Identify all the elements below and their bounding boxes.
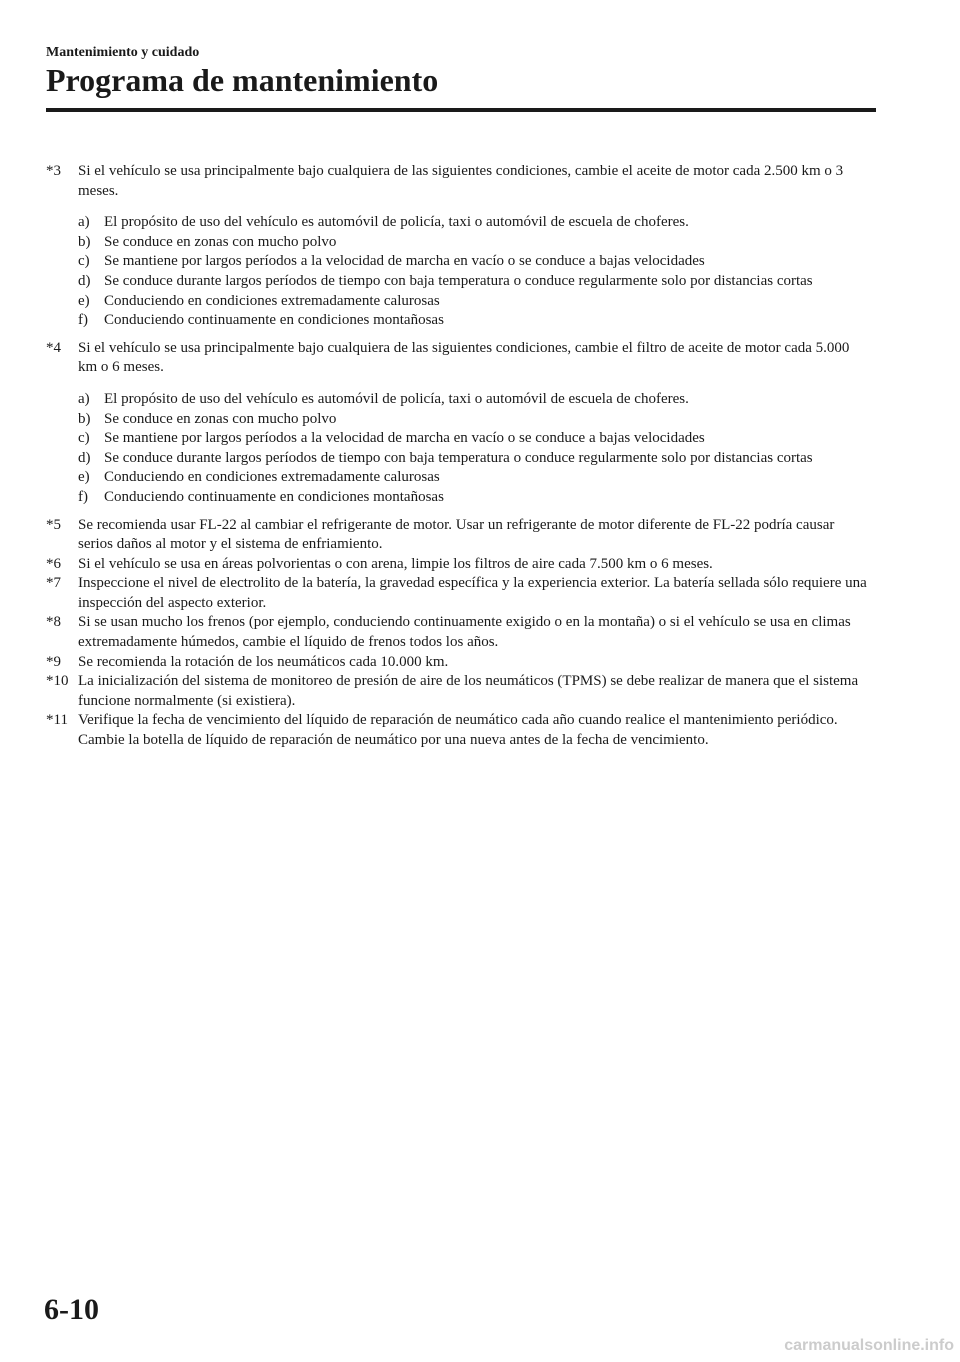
footnote-list bbox=[46, 516, 872, 751]
list-item bbox=[78, 272, 872, 292]
footnote-7 bbox=[46, 574, 872, 613]
list-item bbox=[78, 429, 872, 449]
list-item-marker: f) bbox=[78, 488, 88, 505]
list-item-marker: b) bbox=[78, 233, 91, 250]
list-item-marker: c) bbox=[78, 430, 90, 447]
page-number: 6-10 bbox=[44, 1293, 99, 1326]
condition-list bbox=[78, 213, 872, 331]
footnote-text: Si el vehículo se usa en áreas polvorientas o con arena, limpie los filtros de aire cada 7.500 km o 6 meses. bbox=[78, 555, 713, 572]
list-item-text: El propósito de uso del vehículo es automóvil de policía, taxi o automóvil de escuela de choferes. bbox=[104, 214, 689, 231]
list-item bbox=[78, 213, 872, 233]
list-item bbox=[78, 468, 872, 488]
list-item-marker: c) bbox=[78, 253, 90, 270]
footnote-marker: *3 bbox=[46, 163, 61, 179]
footnote-text: Se recomienda la rotación de los neumáticos cada 10.000 km. bbox=[78, 653, 449, 670]
footnote-5 bbox=[46, 516, 872, 555]
footnote-text: Si el vehículo se usa principalmente bajo cualquiera de las siguientes condiciones, cambie el aceite de motor cada 2.500 km o 3 meses. bbox=[78, 163, 844, 199]
list-item-text: Se conduce en zonas con mucho polvo bbox=[104, 410, 337, 427]
list-item bbox=[78, 390, 872, 410]
footnote-marker: *10 bbox=[46, 673, 69, 690]
list-item bbox=[78, 410, 872, 430]
footnote-text: Verifique la fecha de vencimiento del líquido de reparación de neumático cada año cuando realice el mantenimiento periódico. Cambie la botella de líquido de reparación de neumático por una nueva antes de la fecha de vencimiento. bbox=[78, 712, 838, 749]
footnote-6 bbox=[46, 555, 872, 575]
footnote-3 bbox=[46, 162, 872, 331]
footnote-marker: *4 bbox=[46, 339, 61, 356]
footnote-marker: *5 bbox=[46, 516, 61, 533]
page-content bbox=[46, 162, 872, 751]
section-label: Mantenimiento y cuidado bbox=[46, 45, 200, 60]
footnote-body bbox=[78, 162, 872, 331]
footnote-10 bbox=[46, 672, 872, 711]
list-item bbox=[78, 311, 872, 331]
footnote-8 bbox=[46, 613, 872, 652]
footnote-9 bbox=[46, 653, 872, 673]
footnote-text: Se recomienda usar FL-22 al cambiar el refrigerante de motor. Usar un refrigerante de motor diferente de FL-22 podría causar serios daños al motor y el sistema de enfriamiento. bbox=[78, 516, 835, 553]
list-item-text: Conduciendo en condiciones extremadamente calurosas bbox=[104, 469, 440, 486]
list-item-text: Se mantiene por largos períodos a la velocidad de marcha en vacío o se conduce a bajas velocidades bbox=[104, 430, 705, 447]
footnote-marker: *8 bbox=[46, 614, 61, 631]
page-title: Programa de mantenimiento bbox=[46, 62, 439, 98]
list-item-marker: d) bbox=[78, 272, 91, 289]
list-item-marker: a) bbox=[78, 390, 90, 407]
list-item-marker: b) bbox=[78, 410, 91, 427]
watermark: carmanualsonline.info bbox=[784, 1337, 954, 1354]
list-item bbox=[78, 488, 872, 508]
footnote-text: Si el vehículo se usa principalmente bajo cualquiera de las siguientes condiciones, cambie el filtro de aceite de motor cada 5.000 km o 6 meses. bbox=[78, 339, 850, 376]
list-item-text: Se mantiene por largos períodos a la velocidad de marcha en vacío o se conduce a bajas velocidades bbox=[104, 253, 705, 270]
list-item bbox=[78, 233, 872, 253]
footnote-marker: *6 bbox=[46, 555, 61, 572]
list-item-text: Conduciendo en condiciones extremadamente calurosas bbox=[104, 292, 440, 309]
footnote-text: La inicialización del sistema de monitoreo de presión de aire de los neumáticos (TPMS) se debe realizar de manera que el sistema funcione normalmente (si existiera). bbox=[78, 673, 859, 709]
footnote-marker: *7 bbox=[46, 575, 61, 592]
list-item-text: Conduciendo continuamente en condiciones montañosas bbox=[104, 488, 444, 505]
condition-list bbox=[78, 390, 872, 508]
footnote-body bbox=[78, 339, 872, 508]
list-item-text: Conduciendo continuamente en condiciones montañosas bbox=[104, 312, 444, 329]
footnote-marker: *9 bbox=[46, 653, 61, 670]
list-item bbox=[78, 292, 872, 312]
list-item-marker: e) bbox=[78, 292, 90, 309]
list-item-text: Se conduce durante largos períodos de tiempo con baja temperatura o conduce regularmente solo por distancias cortas bbox=[104, 272, 813, 289]
list-item-marker: a) bbox=[78, 214, 90, 231]
list-item bbox=[78, 252, 872, 272]
list-item bbox=[78, 449, 872, 469]
footnote-text: Inspeccione el nivel de electrolito de la batería, la gravedad específica y la experiencia exterior. La batería sellada sólo requiere una inspección del aspecto exterior. bbox=[78, 575, 867, 611]
list-item-text: Se conduce durante largos períodos de tiempo con baja temperatura o conduce regularmente solo por distancias cortas bbox=[104, 449, 813, 466]
title-divider bbox=[46, 108, 876, 112]
footnote-text: Si se usan mucho los frenos (por ejemplo, conduciendo continuamente exigido o en la montaña) o si el vehículo se usa en climas extremadamente húmedos, cambie el líquido de frenos todos los años. bbox=[78, 614, 851, 651]
list-item-marker: d) bbox=[78, 449, 91, 466]
list-item-text: Se conduce en zonas con mucho polvo bbox=[104, 233, 337, 250]
list-item-text: El propósito de uso del vehículo es automóvil de policía, taxi o automóvil de escuela de choferes. bbox=[104, 390, 689, 407]
list-item-marker: f) bbox=[78, 312, 88, 329]
footnote-11 bbox=[46, 711, 872, 750]
footnote-4 bbox=[46, 339, 872, 508]
footnote-marker: *11 bbox=[46, 712, 68, 729]
list-item-marker: e) bbox=[78, 469, 90, 486]
